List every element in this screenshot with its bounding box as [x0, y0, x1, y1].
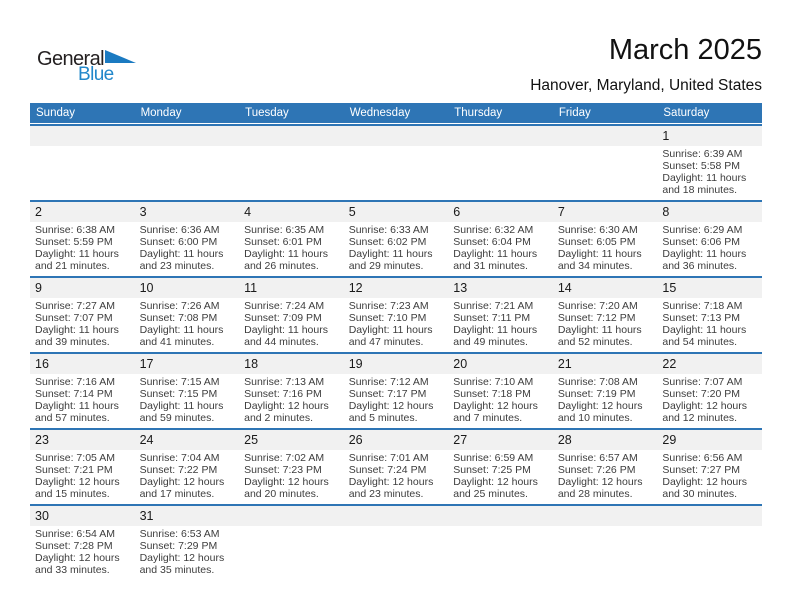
sunrise-text: Sunrise: 6:30 AM [557, 224, 638, 236]
daylight-text: Daylight: 11 hours and 44 minutes. [244, 324, 328, 348]
week-row [30, 124, 762, 200]
day-number: 16 [35, 357, 49, 371]
day-number: 25 [244, 433, 259, 447]
daylight-text: Daylight: 11 hours and 31 minutes. [453, 248, 538, 272]
weekday-header-sunday: Sunday [36, 107, 76, 119]
day-details-band [30, 526, 762, 580]
logo-triangle-icon [105, 50, 136, 64]
weekday-header-monday: Monday [140, 107, 182, 119]
day-number: 14 [557, 281, 572, 295]
sunset-text: Sunset: 7:28 PM [35, 540, 113, 552]
sunrise-text: Sunrise: 6:56 AM [662, 452, 743, 464]
day-details [553, 374, 658, 428]
sunset-text: Sunset: 7:09 PM [244, 312, 322, 324]
weekday-header-tuesday: Tuesday [245, 107, 289, 119]
sunset-text: Sunset: 7:26 PM [557, 464, 636, 476]
empty-day-cell [135, 146, 240, 200]
day-number: 19 [348, 357, 363, 371]
logo-general-text: General [37, 48, 104, 70]
empty-day-number [553, 506, 658, 526]
daylight-text: Daylight: 11 hours and 18 minutes. [662, 172, 747, 196]
sunset-text: Sunset: 6:05 PM [557, 236, 636, 248]
day-details [239, 298, 344, 352]
weekday-header-thursday: Thursday [454, 107, 503, 119]
weekday-header-row [30, 103, 762, 123]
day-number: 7 [557, 205, 565, 219]
sunrise-text: Sunrise: 6:32 AM [453, 224, 534, 236]
day-number: 6 [453, 205, 461, 219]
day-number: 24 [139, 433, 154, 447]
day-number: 28 [557, 433, 572, 447]
general-blue-logo [37, 49, 136, 84]
day-number-band [30, 278, 762, 298]
sunset-text: Sunset: 6:02 PM [348, 236, 427, 248]
calendar-table [30, 103, 762, 580]
sunrise-text: Sunrise: 7:04 AM [139, 452, 220, 464]
day-number: 30 [35, 509, 49, 523]
sunrise-text: Sunrise: 7:02 AM [244, 452, 325, 464]
sunset-text: Sunset: 5:58 PM [662, 160, 741, 172]
daylight-text: Daylight: 11 hours and 26 minutes. [244, 248, 328, 272]
empty-day-cell [448, 526, 553, 580]
daylight-text: Daylight: 11 hours and 59 minutes. [139, 400, 224, 424]
daylight-text: Daylight: 11 hours and 36 minutes. [662, 248, 747, 272]
day-details [448, 222, 553, 276]
week-row [30, 428, 762, 504]
day-details [657, 374, 762, 428]
day-number: 4 [244, 205, 252, 219]
day-details-band [30, 298, 762, 352]
day-details [135, 526, 240, 580]
day-number: 20 [453, 357, 468, 371]
daylight-text: Daylight: 12 hours and 23 minutes. [348, 476, 434, 500]
day-details [344, 222, 449, 276]
empty-day-number [553, 126, 658, 146]
daylight-text: Daylight: 12 hours and 10 minutes. [557, 400, 643, 424]
sunrise-text: Sunrise: 7:16 AM [35, 376, 115, 388]
daylight-text: Daylight: 11 hours and 49 minutes. [453, 324, 538, 348]
daylight-text: Daylight: 12 hours and 12 minutes. [662, 400, 748, 424]
empty-day-cell [553, 146, 658, 200]
day-details-band [30, 450, 762, 504]
sunset-text: Sunset: 7:25 PM [453, 464, 531, 476]
day-number: 21 [557, 357, 572, 371]
day-number: 11 [244, 281, 258, 295]
day-number-band [30, 126, 762, 146]
sunrise-text: Sunrise: 6:39 AM [662, 148, 743, 160]
day-number-band [30, 202, 762, 222]
calendar-grid [30, 124, 762, 580]
sunset-text: Sunset: 5:59 PM [35, 236, 113, 248]
sunset-text: Sunset: 7:15 PM [139, 388, 218, 400]
day-number: 10 [139, 281, 154, 295]
day-number: 31 [139, 509, 154, 523]
daylight-text: Daylight: 11 hours and 41 minutes. [139, 324, 224, 348]
day-details [30, 450, 135, 504]
sunset-text: Sunset: 7:14 PM [35, 388, 113, 400]
day-details [344, 298, 449, 352]
daylight-text: Daylight: 11 hours and 52 minutes. [557, 324, 642, 348]
sunrise-text: Sunrise: 6:59 AM [453, 452, 534, 464]
sunrise-text: Sunrise: 7:21 AM [453, 300, 534, 312]
daylight-text: Daylight: 12 hours and 2 minutes. [244, 400, 329, 424]
month-title: March 2025 [608, 34, 762, 66]
daylight-text: Daylight: 11 hours and 34 minutes. [557, 248, 642, 272]
weekday-header-wednesday: Wednesday [349, 107, 411, 119]
day-details [448, 450, 553, 504]
day-number: 5 [348, 205, 356, 219]
day-number: 1 [662, 129, 670, 143]
day-number: 9 [35, 281, 42, 295]
daylight-text: Daylight: 11 hours and 39 minutes. [35, 324, 119, 348]
sunset-text: Sunset: 7:12 PM [557, 312, 636, 324]
logo-blue-text: Blue [78, 64, 114, 85]
day-number-band [30, 506, 762, 526]
empty-day-cell [657, 526, 762, 580]
day-number-band [30, 430, 762, 450]
sunrise-text: Sunrise: 6:53 AM [139, 528, 220, 540]
sunrise-text: Sunrise: 7:20 AM [557, 300, 638, 312]
daylight-text: Daylight: 12 hours and 15 minutes. [35, 476, 120, 500]
day-details [239, 222, 344, 276]
sunrise-text: Sunrise: 7:13 AM [244, 376, 325, 388]
sunrise-text: Sunrise: 7:10 AM [453, 376, 534, 388]
sunset-text: Sunset: 7:29 PM [139, 540, 218, 552]
sunrise-text: Sunrise: 7:23 AM [348, 300, 429, 312]
empty-day-number [30, 126, 135, 146]
daylight-text: Daylight: 12 hours and 17 minutes. [139, 476, 225, 500]
empty-day-cell [553, 526, 658, 580]
daylight-text: Daylight: 12 hours and 25 minutes. [453, 476, 538, 500]
sunrise-text: Sunrise: 7:24 AM [244, 300, 325, 312]
sunset-text: Sunset: 6:06 PM [662, 236, 741, 248]
sunset-text: Sunset: 7:20 PM [662, 388, 741, 400]
day-details [657, 298, 762, 352]
sunrise-text: Sunrise: 7:08 AM [557, 376, 638, 388]
week-row [30, 504, 762, 580]
day-details [30, 374, 135, 428]
empty-day-number [448, 506, 553, 526]
empty-day-cell [239, 146, 344, 200]
day-details [553, 298, 658, 352]
empty-day-cell [30, 146, 135, 200]
weekday-header-saturday: Saturday [663, 107, 710, 119]
day-details-band [30, 146, 762, 200]
sunrise-text: Sunrise: 7:12 AM [348, 376, 429, 388]
sunrise-text: Sunrise: 7:01 AM [348, 452, 429, 464]
weekday-header-friday: Friday [558, 107, 591, 119]
sunset-text: Sunset: 7:22 PM [139, 464, 218, 476]
day-number: 15 [662, 281, 677, 295]
day-details [344, 450, 449, 504]
daylight-text: Daylight: 12 hours and 33 minutes. [35, 552, 120, 576]
day-number: 12 [348, 281, 363, 295]
day-details [30, 298, 135, 352]
empty-day-number [657, 506, 762, 526]
sunrise-text: Sunrise: 6:29 AM [662, 224, 743, 236]
day-number: 22 [662, 357, 677, 371]
day-details [135, 222, 240, 276]
sunrise-text: Sunrise: 6:57 AM [557, 452, 638, 464]
empty-day-cell [239, 526, 344, 580]
sunrise-text: Sunrise: 7:07 AM [662, 376, 743, 388]
week-row [30, 200, 762, 276]
day-details [657, 222, 762, 276]
day-number: 13 [453, 281, 468, 295]
day-details [344, 374, 449, 428]
day-number: 23 [35, 433, 49, 447]
day-details [239, 450, 344, 504]
day-details [30, 222, 135, 276]
sunrise-text: Sunrise: 7:18 AM [662, 300, 743, 312]
daylight-text: Daylight: 12 hours and 5 minutes. [348, 400, 434, 424]
day-details [135, 374, 240, 428]
day-details [553, 450, 658, 504]
daylight-text: Daylight: 11 hours and 29 minutes. [348, 248, 433, 272]
empty-day-number [135, 126, 240, 146]
sunrise-text: Sunrise: 6:36 AM [139, 224, 220, 236]
day-details [657, 146, 762, 200]
day-number: 26 [348, 433, 363, 447]
sunset-text: Sunset: 7:08 PM [139, 312, 218, 324]
daylight-text: Daylight: 11 hours and 54 minutes. [662, 324, 747, 348]
daylight-text: Daylight: 12 hours and 30 minutes. [662, 476, 748, 500]
sunset-text: Sunset: 7:27 PM [662, 464, 741, 476]
sunset-text: Sunset: 7:24 PM [348, 464, 427, 476]
day-details [448, 374, 553, 428]
day-details [135, 298, 240, 352]
day-number-band [30, 354, 762, 374]
location-subtitle: Hanover, Maryland, United States [530, 77, 762, 94]
sunset-text: Sunset: 7:11 PM [453, 312, 531, 324]
sunset-text: Sunset: 6:01 PM [244, 236, 322, 248]
empty-day-cell [344, 526, 449, 580]
empty-day-number [344, 506, 449, 526]
sunrise-text: Sunrise: 6:38 AM [35, 224, 115, 236]
sunrise-text: Sunrise: 7:27 AM [35, 300, 115, 312]
sunrise-text: Sunrise: 7:15 AM [139, 376, 220, 388]
week-row [30, 276, 762, 352]
empty-day-number [448, 126, 553, 146]
day-details [135, 450, 240, 504]
day-details-band [30, 374, 762, 428]
daylight-text: Daylight: 11 hours and 21 minutes. [35, 248, 119, 272]
daylight-text: Daylight: 12 hours and 28 minutes. [557, 476, 643, 500]
day-number: 2 [35, 205, 42, 219]
sunrise-text: Sunrise: 6:35 AM [244, 224, 325, 236]
empty-day-number [344, 126, 449, 146]
day-details-band [30, 222, 762, 276]
sunset-text: Sunset: 7:10 PM [348, 312, 427, 324]
daylight-text: Daylight: 12 hours and 20 minutes. [244, 476, 329, 500]
sunset-text: Sunset: 7:07 PM [35, 312, 113, 324]
daylight-text: Daylight: 12 hours and 7 minutes. [453, 400, 538, 424]
empty-day-cell [448, 146, 553, 200]
sunset-text: Sunset: 7:13 PM [662, 312, 741, 324]
day-number: 18 [244, 357, 259, 371]
sunrise-text: Sunrise: 7:26 AM [139, 300, 220, 312]
sunset-text: Sunset: 7:18 PM [453, 388, 531, 400]
day-number: 17 [139, 357, 154, 371]
daylight-text: Daylight: 11 hours and 23 minutes. [139, 248, 224, 272]
week-row [30, 352, 762, 428]
sunset-text: Sunset: 7:19 PM [557, 388, 636, 400]
daylight-text: Daylight: 11 hours and 47 minutes. [348, 324, 433, 348]
day-details [657, 450, 762, 504]
sunset-text: Sunset: 7:17 PM [348, 388, 427, 400]
sunset-text: Sunset: 6:00 PM [139, 236, 218, 248]
daylight-text: Daylight: 12 hours and 35 minutes. [139, 552, 225, 576]
sunrise-text: Sunrise: 6:54 AM [35, 528, 115, 540]
empty-day-cell [344, 146, 449, 200]
day-number: 29 [662, 433, 677, 447]
sunset-text: Sunset: 7:16 PM [244, 388, 322, 400]
sunset-text: Sunset: 7:21 PM [35, 464, 113, 476]
day-details [553, 222, 658, 276]
empty-day-number [239, 506, 344, 526]
day-number: 3 [139, 205, 147, 219]
sunrise-text: Sunrise: 6:33 AM [348, 224, 429, 236]
sunrise-text: Sunrise: 7:05 AM [35, 452, 115, 464]
day-number: 27 [453, 433, 468, 447]
empty-day-number [239, 126, 344, 146]
day-details [448, 298, 553, 352]
day-details [239, 374, 344, 428]
daylight-text: Daylight: 11 hours and 57 minutes. [35, 400, 119, 424]
day-details [30, 526, 135, 580]
sunset-text: Sunset: 6:04 PM [453, 236, 531, 248]
sunset-text: Sunset: 7:23 PM [244, 464, 322, 476]
day-number: 8 [662, 205, 670, 219]
